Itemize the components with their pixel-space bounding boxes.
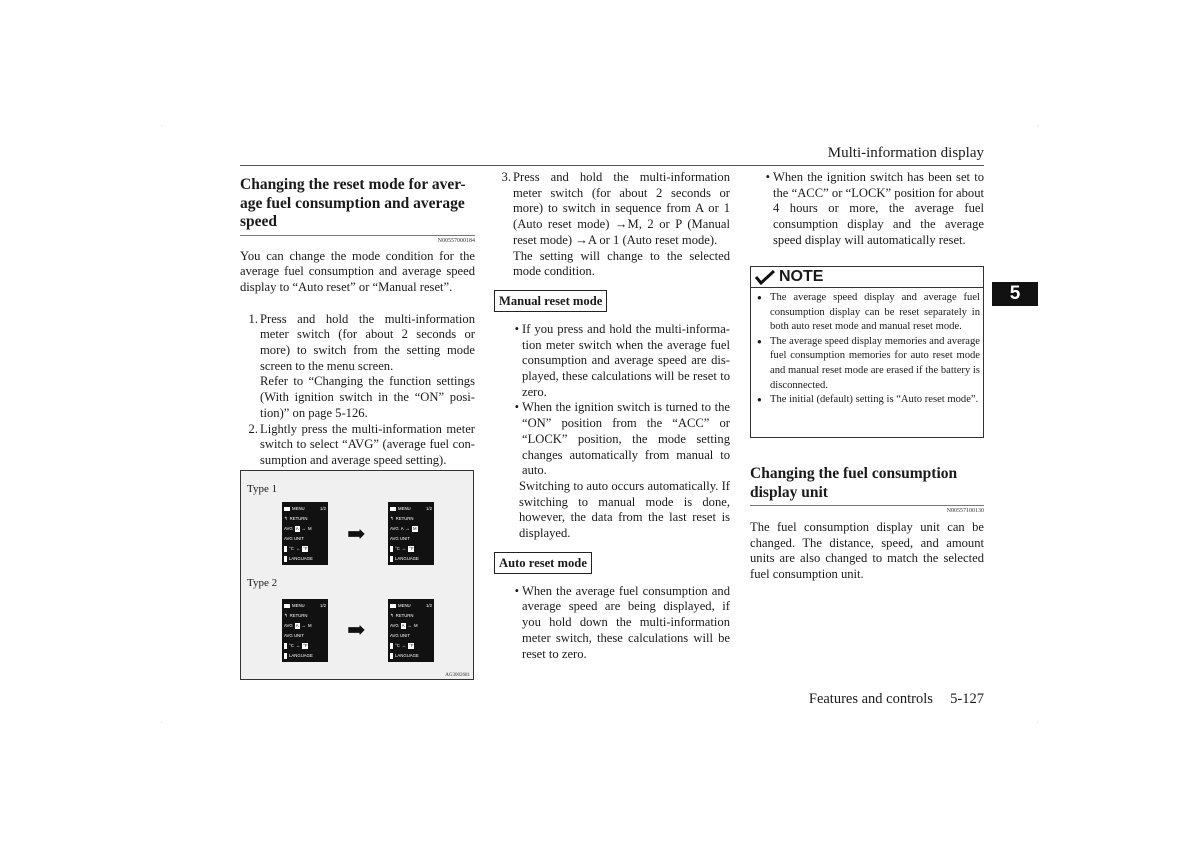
step-text: Lightly press the multi-information meter switch to select “AVG” (average fuel con-sumption and average speed setting). — [260, 421, 475, 467]
manual-reset-label-wrap — [494, 290, 730, 312]
section-heading: Changing the fuel consumption display unit — [750, 465, 958, 501]
note-title: NOTE — [779, 268, 824, 285]
intro-paragraph: You can change the mode condition for the average fuel consumption and average speed display to “Auto reset” or “Manual reset”. — [240, 248, 475, 294]
note-header — [751, 267, 983, 288]
return-icon: ↰ — [390, 613, 394, 618]
step-number: 3. — [501, 170, 511, 184]
auto-reset-label: Auto reset mode — [494, 552, 592, 574]
bullet: ● — [757, 336, 762, 346]
page-number: 5-127 — [950, 691, 984, 707]
figure-id: AG3002681 — [445, 673, 470, 678]
display-illustration — [240, 470, 474, 680]
step-number: 1. — [248, 311, 258, 326]
bullet-item: • When the ignition switch is turned to the “ON” position from the “ACC” or “LOCK” position, the mode setting changes automatically from manual to auto. — [499, 400, 730, 479]
thermometer-icon — [284, 643, 287, 649]
crop-mark: · — [1036, 718, 1039, 727]
crop-mark: · — [160, 718, 163, 727]
column-left — [240, 176, 475, 469]
meter-icon — [284, 604, 290, 608]
bullet: ● — [757, 293, 762, 302]
figure-label-type2: Type 2 — [247, 577, 278, 589]
meter-icon — [390, 507, 396, 511]
running-header: Multi-information display — [827, 145, 984, 161]
menu-screen: MENU 1/2 ↰ RETURN AVG A ↔ M AVG UNIT °C ↔ °F LANGUAGE — [388, 502, 434, 565]
bullet: • — [765, 170, 770, 184]
step-3 — [499, 170, 730, 280]
bullet-subtext: Switching to auto occurs automatically. If switching to manual mode is done, however, the data from the last reset is displayed. — [519, 478, 730, 541]
return-icon: ↰ — [390, 516, 394, 521]
column-middle — [499, 170, 730, 662]
arrow-right-icon: ➡ — [347, 521, 366, 546]
thermometer-icon — [284, 546, 287, 552]
step-reference: Refer to “Changing the function settings (With ignition switch in the “ON” posi-tion)” on page 5-126. — [260, 374, 475, 420]
note-item: ● The average speed display memories and average fuel consumption memories for auto reset mode and manual reset mode are erased if the battery is disconnected. — [757, 335, 980, 393]
bullet-item: • When the average fuel consumption and average speed are being displayed, if you hold down the multi-information meter switch, these calculations will be reset to zero. — [499, 584, 730, 663]
doc-code: N00557000184 — [240, 235, 475, 245]
footer-section: Features and controls — [808, 691, 933, 707]
step-text: Press and hold the multi-information meter switch (for about 2 seconds or more) to switch from the setting mode screen to the menu screen. — [260, 311, 475, 373]
language-icon — [390, 556, 393, 562]
note-body — [751, 288, 983, 408]
bullet: ● — [757, 395, 762, 405]
bullet-item: • When the ignition switch has been set to the “ACC” or “LOCK” position for about 4 hours or more, the average fuel consumption display and the average speed display will automatically reset. — [750, 170, 984, 249]
meter-icon — [284, 507, 290, 511]
doc-code: N00557100130 — [750, 505, 984, 515]
auto-reset-label-wrap — [494, 552, 730, 574]
column-right — [750, 170, 984, 249]
fuel-unit-section — [750, 465, 984, 583]
note-item: ● The initial (default) setting is “Auto reset mode”. — [757, 393, 980, 408]
menu-screen: MENU 1/2 ↰ RETURN AVG A ↔ M AVG UNIT °C ↔ °F LANGUAGE — [282, 599, 328, 662]
fuel-unit-paragraph: The fuel consumption display unit can be changed. The distance, speed, and amount units are also changed to match the selected fuel consumption unit. — [750, 520, 984, 582]
crop-mark: · — [1036, 122, 1039, 131]
section-heading: Changing the reset mode for aver-age fuel consumption and average speed — [240, 176, 466, 230]
crop-mark: · — [160, 122, 163, 131]
menu-screen: MENU 1/2 ↰ RETURN AVG A ↔ M AVG UNIT °C ↔ °F LANGUAGE — [388, 599, 434, 662]
language-icon — [390, 653, 393, 659]
step-2 — [240, 422, 475, 469]
thermometer-icon — [390, 546, 393, 552]
thermometer-icon — [390, 643, 393, 649]
note-box — [750, 266, 984, 438]
bullet: • — [514, 321, 519, 336]
page-footer — [760, 691, 984, 708]
figure-label-type1: Type 1 — [247, 483, 278, 495]
chapter-tab: 5 — [992, 282, 1038, 306]
return-icon: ↰ — [284, 613, 288, 618]
step-text-b: The setting will change to the selected mode condition. — [513, 248, 730, 279]
note-item: ● The average speed display and average fuel consumption display can be reset separately in both auto reset mode and manual reset mode. — [757, 291, 980, 335]
return-icon: ↰ — [284, 516, 288, 521]
meter-icon — [390, 604, 396, 608]
bullet: • — [514, 583, 519, 598]
step-1 — [240, 312, 475, 422]
step-number: 2. — [248, 421, 258, 436]
bullet-item: • If you press and hold the multi-informa-tion meter switch when the average fuel consumption and average speed are dis-played, these calculations will be reset to zero. — [499, 322, 730, 401]
menu-screen: MENU 1/2 ↰ RETURN AVG A ↔ M AVG UNIT °C ↔ °F LANGUAGE — [282, 502, 328, 565]
header-rule — [240, 165, 984, 166]
language-icon — [284, 556, 287, 562]
language-icon — [284, 653, 287, 659]
bullet: • — [514, 400, 519, 415]
note-check-icon — [755, 270, 775, 285]
arrow-right-icon: ➡ — [347, 617, 366, 642]
step-text: Press and hold the multi-information meter switch (for about 2 seconds or more) to switch in sequence from A or 1 (Auto reset mode) →M, 2 or P (Manual reset mode) →A or 1 (Auto reset mode). — [513, 170, 730, 247]
manual-reset-label: Manual reset mode — [494, 290, 607, 312]
